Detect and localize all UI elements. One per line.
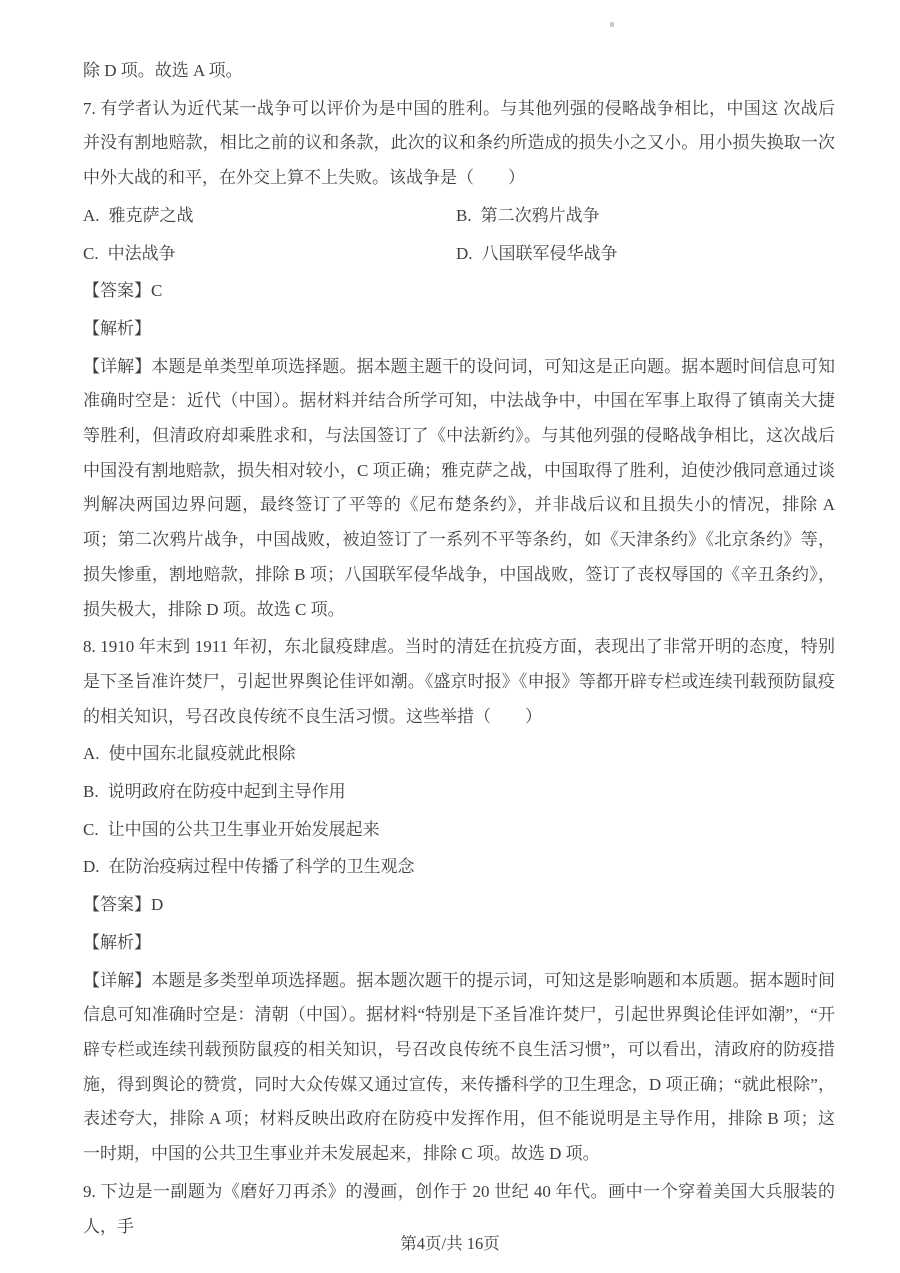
option-label: D.	[83, 857, 100, 877]
question-7-options-row-2	[83, 237, 835, 272]
question-8-stem: 8. 1910 年末到 1911 年初，东北鼠疫肆虐。当时的清廷在抗疫方面，表现出了非常开明的态度，特别是下圣旨准许焚尸，引起世界舆论佳评如潮。《盛京时报》《申报》等都开辟专栏或连续刊载预防鼠疫的相关知识，号召改良传统不良生活习惯。这些举措（ ）	[83, 637, 835, 726]
option	[83, 775, 346, 810]
option-text: 说明政府在防疫中起到主导作用	[107, 782, 346, 802]
option-label: A.	[83, 205, 100, 225]
question-7-options-row-1	[83, 199, 835, 234]
option-text: 中法战争	[107, 243, 176, 263]
option	[83, 199, 456, 234]
question-8-explanation: 【详解】本题是多类型单项选择题。据本题次题干的提示词，可知这是影响题和本质题。据本题时间信息可知准确时空是：清朝（中国）。据材料“特别是下圣旨准许焚尸，引起世界舆论佳评如潮”，“开辟专栏或连续刊载预防鼠疫的相关知识，号召改良传统不良生活习惯”，可以看出，清政府的防疫措施，得到舆论的赞赏，同时大众传媒又通过宣传，来传播科学的卫生理念，D 项正确；“就此根除”，表述夸大，排除 A 项；材料反映出政府在防疫中发挥作用，但不能说明是主导作用，排除 B 项；这一时期，中国的公共卫生事业并未发展起来，排除 C 项。故选 D 项。	[83, 970, 835, 1164]
scan-artifact-dot	[610, 22, 614, 27]
question-8-option-c	[83, 813, 835, 848]
option	[456, 237, 618, 272]
question-8-option-d	[83, 850, 835, 885]
option-label: C.	[83, 243, 99, 263]
question-8-option-b	[83, 775, 835, 810]
option	[83, 237, 456, 272]
option	[83, 737, 296, 772]
option-text: 让中国的公共卫生事业开始发展起来	[107, 819, 380, 839]
content-blocks	[83, 54, 835, 1247]
page-footer: 第4页/共 16页	[400, 1234, 500, 1254]
option-text: 雅克萨之战	[108, 205, 194, 225]
option-text: 八国联军侵华战争	[481, 243, 618, 263]
option-label: D.	[456, 243, 473, 263]
question-8-analysis-label: 【解析】	[83, 932, 151, 952]
option-label: C.	[83, 819, 99, 839]
option	[83, 813, 380, 848]
question-7-answer: 【答案】C	[83, 281, 163, 301]
option	[83, 850, 415, 885]
option-label: A.	[83, 744, 100, 764]
question-6-explanation-tail: 除 D 项。故选 A 项。	[83, 61, 243, 80]
question-7-stem: 7. 有学者认为近代某一战争可以评价为是中国的胜利。与其他列强的侵略战争相比，中国这 次战后并没有割地赔款，相比之前的议和条款，此次的议和条约所造成的损失小之又小。用小损失换取一次中外大战的和平，在外交上算不上失败。该战争是（ ）	[83, 98, 835, 188]
question-7-analysis-label: 【解析】	[83, 318, 151, 338]
question-8-answer: 【答案】D	[83, 895, 164, 915]
question-7-explanation: 【详解】本题是单类型单项选择题。据本题主题干的设问词，可知这是正向题。据本题时间信息可知准确时空是：近代（中国）。据材料并结合所学可知，中法战争中，中国在军事上取得了镇南关大捷等胜利，但清政府却乘胜求和，与法国签订了《中法新约》。与其他列强的侵略战争相比，这次战后中国没有割地赔款，损失相对较小，C 项正确；雅克萨之战，中国取得了胜利，迫使沙俄同意通过谈判解决两国边界问题，最终签订了平等的《尼布楚条约》，并非战后议和且损失小的情况，排除 A 项；第二次鸦片战争，中国战败，被迫签订了一系列不平等条约，如《天津条约》《北京条约》等，损失惨重，割地赔款，排除 B 项；八国联军侵华战争，中国战败，签订了丧权辱国的《辛丑条约》，损失极大，排除 D 项。故选 C 项。	[83, 356, 835, 619]
option	[456, 199, 600, 234]
question-9-stem: 9. 下边是一副题为《磨好刀再杀》的漫画，创作于 20 世纪 40 年代。画中一个穿着美国大兵服装的人，手	[83, 1181, 835, 1236]
option-label: B.	[83, 782, 99, 802]
question-8-option-a	[83, 737, 835, 772]
option-text: 第二次鸦片战争	[480, 205, 600, 225]
option-text: 在防治疫病过程中传播了科学的卫生观念	[108, 857, 415, 877]
option-label: B.	[456, 205, 472, 225]
option-text: 使中国东北鼠疫就此根除	[108, 744, 296, 764]
